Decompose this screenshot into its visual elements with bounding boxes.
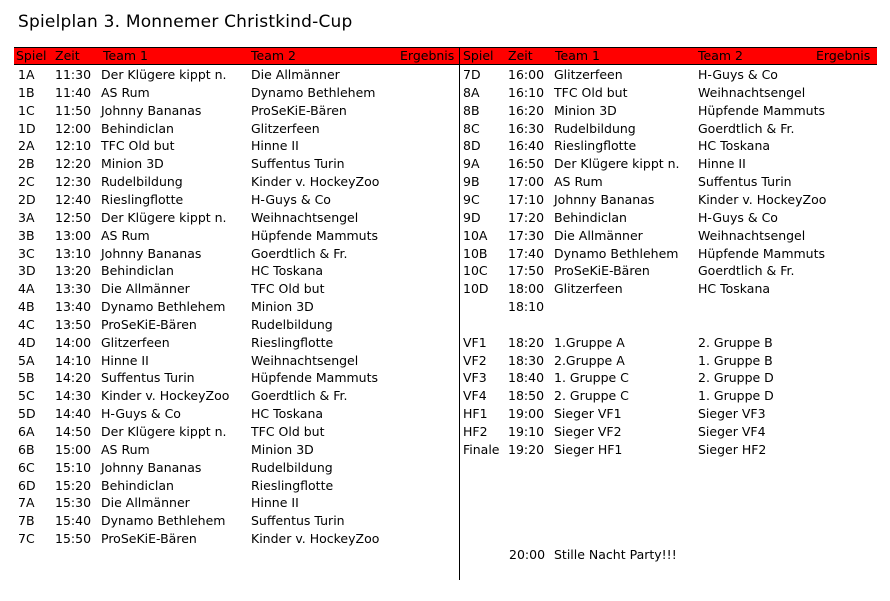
- cell-team1: AS Rum: [101, 441, 150, 457]
- cell-team1: 1.Gruppe A: [554, 334, 625, 350]
- cell-spiel: 5B: [18, 370, 35, 386]
- cell-zeit: 12:40: [55, 191, 92, 207]
- cell-spiel: 8A: [463, 84, 480, 100]
- cell-zeit: 16:10: [508, 84, 545, 100]
- table-row: [0, 334, 890, 351]
- cell-team1: Sieger HF1: [554, 441, 623, 457]
- cell-zeit: 11:50: [55, 102, 92, 118]
- header-team1-right: Team 1: [555, 48, 600, 63]
- cell-team2: Weihnachtsengel: [251, 352, 359, 368]
- cell-zeit: 18:10: [508, 299, 545, 315]
- cell-team1: ProSeKiE-Bären: [101, 316, 197, 332]
- cell-spiel: 10B: [463, 245, 488, 261]
- header-team2-left: Team 2: [251, 48, 296, 63]
- cell-spiel: 9B: [463, 174, 480, 190]
- cell-zeit: 19:00: [508, 406, 545, 422]
- cell-zeit: 14:00: [55, 334, 92, 350]
- cell-team2: 2. Gruppe D: [698, 370, 774, 386]
- cell-zeit: 16:20: [508, 102, 545, 118]
- cell-team1: Rudelbildung: [554, 120, 636, 136]
- cell-team2: Glitzerfeen: [251, 120, 320, 136]
- cell-team2: 1. Gruppe D: [698, 388, 774, 404]
- cell-team2: Hinne II: [698, 156, 746, 172]
- cell-spiel: HF2: [463, 424, 488, 439]
- cell-zeit: 18:50: [508, 388, 545, 404]
- cell-zeit: 13:10: [55, 245, 92, 261]
- cell-zeit: 15:30: [55, 495, 92, 511]
- cell-zeit: 13:30: [55, 281, 92, 297]
- party-time: 20:00: [509, 547, 546, 562]
- cell-team1: Der Klügere kippt n.: [101, 424, 227, 439]
- cell-team2: Goerdtlich & Fr.: [698, 263, 795, 279]
- cell-team2: Weihnachtsengel: [251, 209, 359, 225]
- table-row: [0, 423, 890, 440]
- cell-team2: Hinne II: [251, 495, 299, 511]
- cell-team1: Johnny Bananas: [101, 459, 202, 475]
- cell-team1: Der Klügere kippt n.: [554, 156, 680, 172]
- cell-zeit: 13:00: [55, 227, 92, 243]
- cell-spiel: Finale: [463, 441, 500, 457]
- cell-spiel: VF2: [463, 352, 487, 368]
- cell-spiel: 2C: [18, 174, 35, 190]
- header-team2-right: Team 2: [698, 48, 743, 63]
- cell-spiel: 7C: [18, 531, 35, 547]
- cell-zeit: 14:10: [55, 352, 92, 368]
- cell-spiel: VF3: [463, 370, 487, 386]
- cell-team2: Hüpfende Mammuts: [251, 227, 379, 243]
- cell-team2: Dynamo Bethlehem: [251, 84, 376, 100]
- cell-spiel: 10A: [463, 227, 488, 243]
- cell-spiel: HF1: [463, 406, 488, 422]
- cell-zeit: 17:40: [508, 245, 545, 261]
- table-row: [0, 298, 890, 315]
- cell-spiel: 4A: [18, 281, 35, 297]
- cell-team1: Der Klügere kippt n.: [101, 67, 227, 82]
- table-row: [0, 280, 890, 297]
- cell-spiel: 3C: [18, 245, 35, 261]
- cell-team1: Johnny Bananas: [101, 102, 202, 118]
- cell-team1: Sieger VF2: [554, 424, 622, 439]
- cell-spiel: 5D: [18, 406, 36, 422]
- cell-spiel: 3A: [18, 209, 35, 225]
- cell-spiel: 1B: [18, 84, 35, 100]
- cell-team1: Sieger VF1: [554, 406, 622, 422]
- table-row: [0, 387, 890, 404]
- cell-spiel: 2A: [18, 138, 35, 154]
- cell-team1: Behindiclan: [101, 477, 174, 493]
- cell-spiel: 4D: [18, 334, 36, 350]
- table-row: [0, 227, 890, 244]
- cell-zeit: 11:40: [55, 84, 92, 100]
- cell-team1: 1. Gruppe C: [554, 370, 629, 386]
- cell-team1: 2.Gruppe A: [554, 352, 625, 368]
- cell-spiel: 7A: [18, 495, 35, 511]
- cell-team1: AS Rum: [101, 84, 150, 100]
- cell-team1: Die Allmänner: [101, 281, 190, 297]
- cell-zeit: 14:40: [55, 406, 92, 422]
- table-row: [0, 191, 890, 208]
- header-spiel-left: Spiel: [16, 48, 47, 63]
- cell-spiel: 9A: [463, 156, 480, 172]
- cell-team1: ProSeKiE-Bären: [554, 263, 650, 279]
- cell-team2: Hüpfende Mammuts: [251, 370, 379, 386]
- cell-team1: Hinne II: [101, 352, 149, 368]
- cell-team1: AS Rum: [554, 174, 603, 190]
- cell-team2: Rudelbildung: [251, 459, 333, 475]
- cell-zeit: 14:30: [55, 388, 92, 404]
- cell-team2: Weihnachtsengel: [698, 84, 806, 100]
- table-row: [0, 245, 890, 262]
- cell-team2: TFC Old but: [251, 281, 325, 297]
- cell-team2: Goerdtlich & Fr.: [251, 245, 348, 261]
- cell-team1: Glitzerfeen: [554, 67, 623, 82]
- cell-zeit: 15:00: [55, 441, 92, 457]
- cell-spiel: 6C: [18, 459, 35, 475]
- table-row: [0, 66, 890, 83]
- cell-zeit: 18:40: [508, 370, 545, 386]
- cell-team1: TFC Old but: [554, 84, 628, 100]
- cell-spiel: 4B: [18, 299, 35, 315]
- cell-team2: Suffentus Turin: [698, 174, 792, 190]
- cell-team2: Die Allmänner: [251, 67, 340, 82]
- table-row: [0, 84, 890, 101]
- table-row: [0, 137, 890, 154]
- cell-team1: Minion 3D: [554, 102, 617, 118]
- cell-zeit: 17:00: [508, 174, 545, 190]
- table-row: [0, 262, 890, 279]
- cell-spiel: 6A: [18, 424, 35, 439]
- cell-spiel: 8C: [463, 120, 480, 136]
- cell-team1: Kinder v. HockeyZoo: [101, 388, 230, 404]
- cell-zeit: 17:50: [508, 263, 545, 279]
- cell-zeit: 16:50: [508, 156, 545, 172]
- cell-spiel: 5C: [18, 388, 35, 404]
- cell-team1: 2. Gruppe C: [554, 388, 629, 404]
- cell-team2: ProSeKiE-Bären: [251, 102, 347, 118]
- cell-team1: Die Allmänner: [554, 227, 643, 243]
- cell-team1: TFC Old but: [101, 138, 175, 154]
- cell-team2: Hinne II: [251, 138, 299, 154]
- cell-spiel: 2B: [18, 156, 35, 172]
- cell-team1: H-Guys & Co: [101, 406, 181, 422]
- cell-zeit: 15:50: [55, 531, 92, 547]
- header-ergebnis-right: Ergebnis: [816, 48, 871, 63]
- table-row: [0, 459, 890, 476]
- cell-team2: Kinder v. HockeyZoo: [251, 174, 380, 190]
- cell-team1: Glitzerfeen: [554, 281, 623, 297]
- cell-team1: Die Allmänner: [101, 495, 190, 511]
- cell-team1: ProSeKiE-Bären: [101, 531, 197, 547]
- header-divider: [459, 47, 460, 65]
- cell-spiel: 6D: [18, 477, 36, 493]
- cell-team1: Rieslingflotte: [554, 138, 637, 154]
- cell-zeit: 13:20: [55, 263, 92, 279]
- cell-zeit: 18:30: [508, 352, 545, 368]
- cell-team1: Glitzerfeen: [101, 334, 170, 350]
- cell-team2: Minion 3D: [251, 441, 314, 457]
- cell-zeit: 17:30: [508, 227, 545, 243]
- cell-zeit: 19:20: [508, 441, 545, 457]
- cell-spiel: 6B: [18, 441, 35, 457]
- cell-zeit: 12:30: [55, 174, 92, 190]
- table-row: [0, 155, 890, 172]
- cell-zeit: 13:40: [55, 299, 92, 315]
- cell-team2: Hüpfende Mammuts: [698, 102, 826, 118]
- cell-spiel: 7B: [18, 513, 35, 529]
- cell-team2: Kinder v. HockeyZoo: [698, 191, 827, 207]
- cell-team2: HC Toskana: [251, 263, 324, 279]
- table-row: [0, 405, 890, 422]
- party-text: Stille Nacht Party!!!: [554, 547, 677, 562]
- cell-spiel: 3B: [18, 227, 35, 243]
- cell-spiel: VF4: [463, 388, 487, 404]
- cell-spiel: 1D: [18, 120, 36, 136]
- cell-team1: Der Klügere kippt n.: [101, 209, 227, 225]
- cell-spiel: 7D: [463, 67, 481, 82]
- table-row: [0, 477, 890, 494]
- cell-team2: Rieslingflotte: [251, 477, 334, 493]
- cell-zeit: 13:50: [55, 316, 92, 332]
- cell-spiel: 10C: [463, 263, 488, 279]
- cell-team2: Sieger VF4: [698, 424, 766, 439]
- cell-team1: Dynamo Bethlehem: [101, 513, 226, 529]
- cell-team1: Rieslingflotte: [101, 191, 184, 207]
- cell-spiel: 2D: [18, 191, 36, 207]
- cell-spiel: VF1: [463, 334, 487, 350]
- cell-team2: Suffentus Turin: [251, 513, 345, 529]
- cell-zeit: 18:00: [508, 281, 545, 297]
- cell-spiel: 8B: [463, 102, 480, 118]
- cell-team2: Rudelbildung: [251, 316, 333, 332]
- cell-team1: Rudelbildung: [101, 174, 183, 190]
- header-spiel-right: Spiel: [463, 48, 494, 63]
- table-row: [0, 173, 890, 190]
- page-title: Spielplan 3. Monnemer Christkind-Cup: [18, 12, 353, 32]
- cell-team2: Sieger HF2: [698, 441, 767, 457]
- cell-team1: Behindiclan: [554, 209, 627, 225]
- table-row: [0, 316, 890, 333]
- cell-zeit: 12:00: [55, 120, 92, 136]
- cell-team2: 2. Gruppe B: [698, 334, 773, 350]
- cell-team1: AS Rum: [101, 227, 150, 243]
- cell-zeit: 11:30: [55, 67, 92, 82]
- cell-team2: HC Toskana: [698, 281, 771, 297]
- cell-zeit: 19:10: [508, 424, 545, 439]
- table-row: [0, 512, 890, 529]
- cell-spiel: 9C: [463, 191, 480, 207]
- cell-team2: Minion 3D: [251, 299, 314, 315]
- table-row: [0, 369, 890, 386]
- header-zeit-right: Zeit: [508, 48, 533, 63]
- cell-team1: Johnny Bananas: [554, 191, 655, 207]
- header-ergebnis-left: Ergebnis: [400, 48, 455, 63]
- cell-zeit: 15:10: [55, 459, 92, 475]
- cell-zeit: 16:30: [508, 120, 545, 136]
- cell-zeit: 17:20: [508, 209, 545, 225]
- cell-zeit: 15:40: [55, 513, 92, 529]
- table-row: [0, 209, 890, 226]
- table-row: [0, 494, 890, 511]
- table-row: [0, 441, 890, 458]
- cell-zeit: 18:20: [508, 334, 545, 350]
- cell-zeit: 12:20: [55, 156, 92, 172]
- header-team1-left: Team 1: [103, 48, 148, 63]
- cell-spiel: 10D: [463, 281, 489, 297]
- cell-team1: Suffentus Turin: [101, 370, 195, 386]
- cell-team2: H-Guys & Co: [251, 191, 331, 207]
- cell-spiel: 1C: [18, 102, 35, 118]
- cell-team2: Kinder v. HockeyZoo: [251, 531, 380, 547]
- cell-team2: HC Toskana: [251, 406, 324, 422]
- cell-team1: Minion 3D: [101, 156, 164, 172]
- cell-spiel: 1A: [18, 67, 35, 82]
- cell-team2: H-Guys & Co: [698, 67, 778, 82]
- cell-team2: H-Guys & Co: [698, 209, 778, 225]
- cell-zeit: 14:50: [55, 424, 92, 439]
- cell-team1: Dynamo Bethlehem: [554, 245, 679, 261]
- table-row: [0, 120, 890, 137]
- cell-team2: Weihnachtsengel: [698, 227, 806, 243]
- cell-zeit: 14:20: [55, 370, 92, 386]
- table-row: [0, 352, 890, 369]
- cell-team2: TFC Old but: [251, 424, 325, 439]
- cell-zeit: 12:50: [55, 209, 92, 225]
- cell-team2: HC Toskana: [698, 138, 771, 154]
- cell-spiel: 3D: [18, 263, 36, 279]
- cell-team2: Rieslingflotte: [251, 334, 334, 350]
- cell-spiel: 9D: [463, 209, 481, 225]
- cell-zeit: 17:10: [508, 191, 545, 207]
- cell-team2: Goerdtlich & Fr.: [251, 388, 348, 404]
- table-row: [0, 530, 890, 547]
- cell-team1: Behindiclan: [101, 120, 174, 136]
- cell-zeit: 15:20: [55, 477, 92, 493]
- cell-spiel: 4C: [18, 316, 35, 332]
- cell-team1: Behindiclan: [101, 263, 174, 279]
- header-zeit-left: Zeit: [55, 48, 80, 63]
- cell-team1: Dynamo Bethlehem: [101, 299, 226, 315]
- table-row: [0, 102, 890, 119]
- cell-zeit: 16:40: [508, 138, 545, 154]
- cell-team2: Suffentus Turin: [251, 156, 345, 172]
- cell-zeit: 16:00: [508, 67, 545, 82]
- cell-team2: 1. Gruppe B: [698, 352, 773, 368]
- cell-team2: Hüpfende Mammuts: [698, 245, 826, 261]
- cell-zeit: 12:10: [55, 138, 92, 154]
- cell-team2: Sieger VF3: [698, 406, 766, 422]
- cell-spiel: 8D: [463, 138, 481, 154]
- cell-spiel: 5A: [18, 352, 35, 368]
- cell-team2: Goerdtlich & Fr.: [698, 120, 795, 136]
- cell-team1: Johnny Bananas: [101, 245, 202, 261]
